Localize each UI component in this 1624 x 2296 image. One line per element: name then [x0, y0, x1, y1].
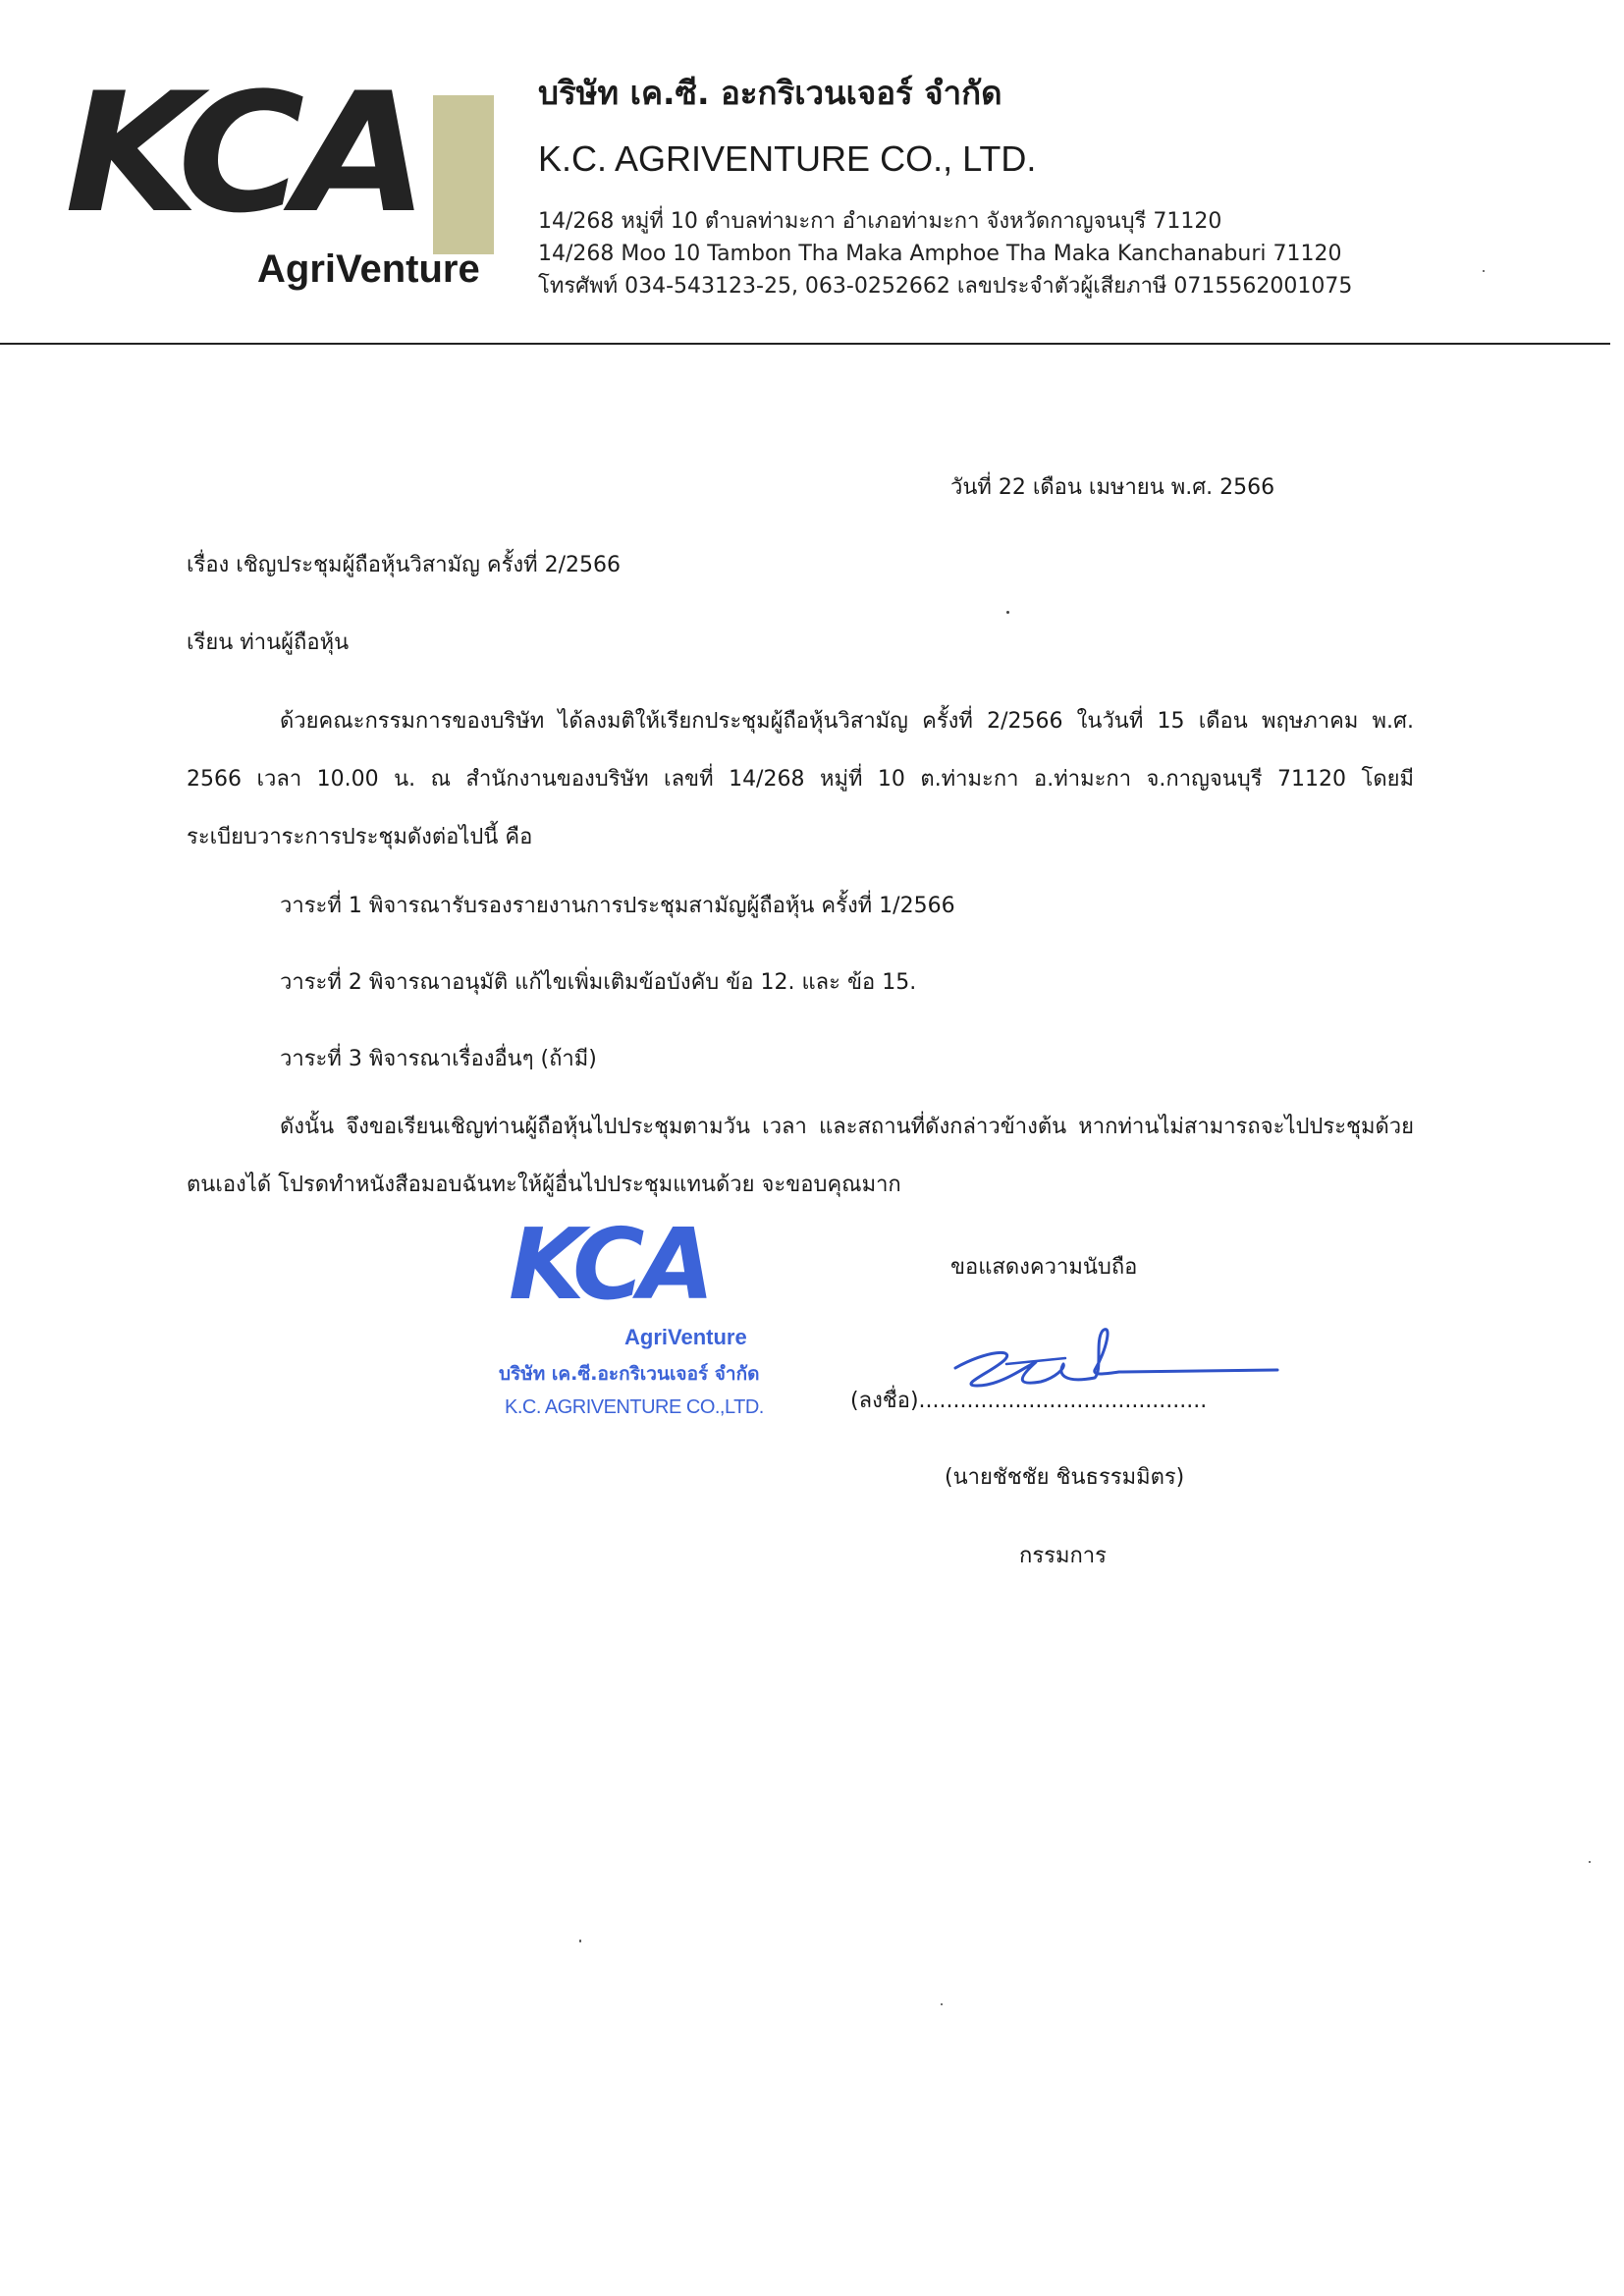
scan-speck [1006, 611, 1009, 614]
closing-paragraph: ดังนั้น จึงขอเรียนเชิญท่านผู้ถือหุ้นไปประชุมตามวัน เวลา และสถานที่ดังกล่าวข้างต้น หากท่านไม่สามารถจะไปประชุมด้วยตนเองได้ โปรดทำหนังสือมอบฉันทะให้ผู้อื่นไปประชุมแทนด้วย จะขอบคุณมาก [187, 1115, 1414, 1197]
stamp-logo-subtitle: AgriVenture [624, 1325, 747, 1349]
company-stamp [499, 1207, 784, 1455]
stamp-name-thai: บริษัท เค.ซี.อะกริเวนเจอร์ จำกัด [499, 1363, 760, 1385]
stamp-name-english: K.C. AGRIVENTURE CO.,LTD. [505, 1396, 764, 1418]
letterhead-divider [0, 343, 1610, 345]
company-name-english: K.C. AGRIVENTURE CO., LTD. [538, 138, 1037, 179]
agenda-item: วาระที่ 3 พิจารณาเรื่องอื่นๆ (ถ้ามี) [280, 1047, 597, 1071]
signature-line: (ลงชื่อ).......................................... [850, 1389, 1208, 1413]
regards-line: ขอแสดงความนับถือ [950, 1255, 1138, 1280]
agenda-item: วาระที่ 1 พิจารณารับรองรายงานการประชุมสามัญผู้ถือหุ้น ครั้งที่ 1/2566 [280, 894, 955, 918]
scan-speck [1589, 1861, 1591, 1863]
company-info [538, 67, 1352, 302]
address-thai: 14/268 หมู่ที่ 10 ตำบลท่ามะกา อำเภอท่ามะกา จังหวัดกาญจนบุรี 71120 [538, 209, 1222, 234]
letter-subject: เรื่อง เชิญประชุมผู้ถือหุ้นวิสามัญ ครั้งที่ 2/2566 [187, 553, 622, 577]
address-english: 14/268 Moo 10 Tambon Tha Maka Amphoe Tha Maka Kanchanaburi 71120 [538, 242, 1342, 266]
scan-speck [579, 1940, 581, 1942]
company-logo [65, 57, 507, 308]
logo-accent-bar [433, 95, 494, 254]
company-name-thai: บริษัท เค.ซี. อะกริเวนเจอร์ จำกัด [538, 74, 1002, 112]
logo-mark: KCA [65, 57, 418, 249]
scan-speck [1483, 270, 1485, 272]
logo-subtitle: AgriVenture [257, 247, 480, 291]
stamp-logo-mark: KCA [509, 1207, 709, 1322]
letter-salutation: เรียน ท่านผู้ถือหุ้น [187, 630, 350, 655]
agenda-item: วาระที่ 2 พิจารณาอนุมัติ แก้ไขเพิ่มเติมข้อบังคับ ข้อ 12. และ ข้อ 15. [280, 970, 917, 995]
letter-date: วันที่ 22 เดือน เมษายน พ.ศ. 2566 [950, 475, 1275, 500]
signer-title: กรรมการ [1019, 1544, 1107, 1568]
scan-speck [941, 2003, 943, 2005]
contact-line: โทรศัพท์ 034-543123-25, 063-0252662 เลขประจำตัวผู้เสียภาษี 0715562001075 [538, 274, 1353, 299]
signer-name: (นายชัชชัย ชินธรรมมิตร) [945, 1465, 1185, 1490]
body-paragraph: ด้วยคณะกรรมการของบริษัท ได้ลงมติให้เรียกประชุมผู้ถือหุ้นวิสามัญ ครั้งที่ 2/2566 ในวันที่ 15 เดือน พฤษภาคม พ.ศ. 2566 เวลา 10.00 น. ณ สำนักงานของบริษัท เลขที่ 14/268 หมู่ที่ 10 ต.ท่ามะกา อ.ท่ามะกา จ.กาญจนบุรี 71120 โดยมีระเบียบวาระการประชุมดังต่อไปนี้ คือ [187, 709, 1414, 849]
